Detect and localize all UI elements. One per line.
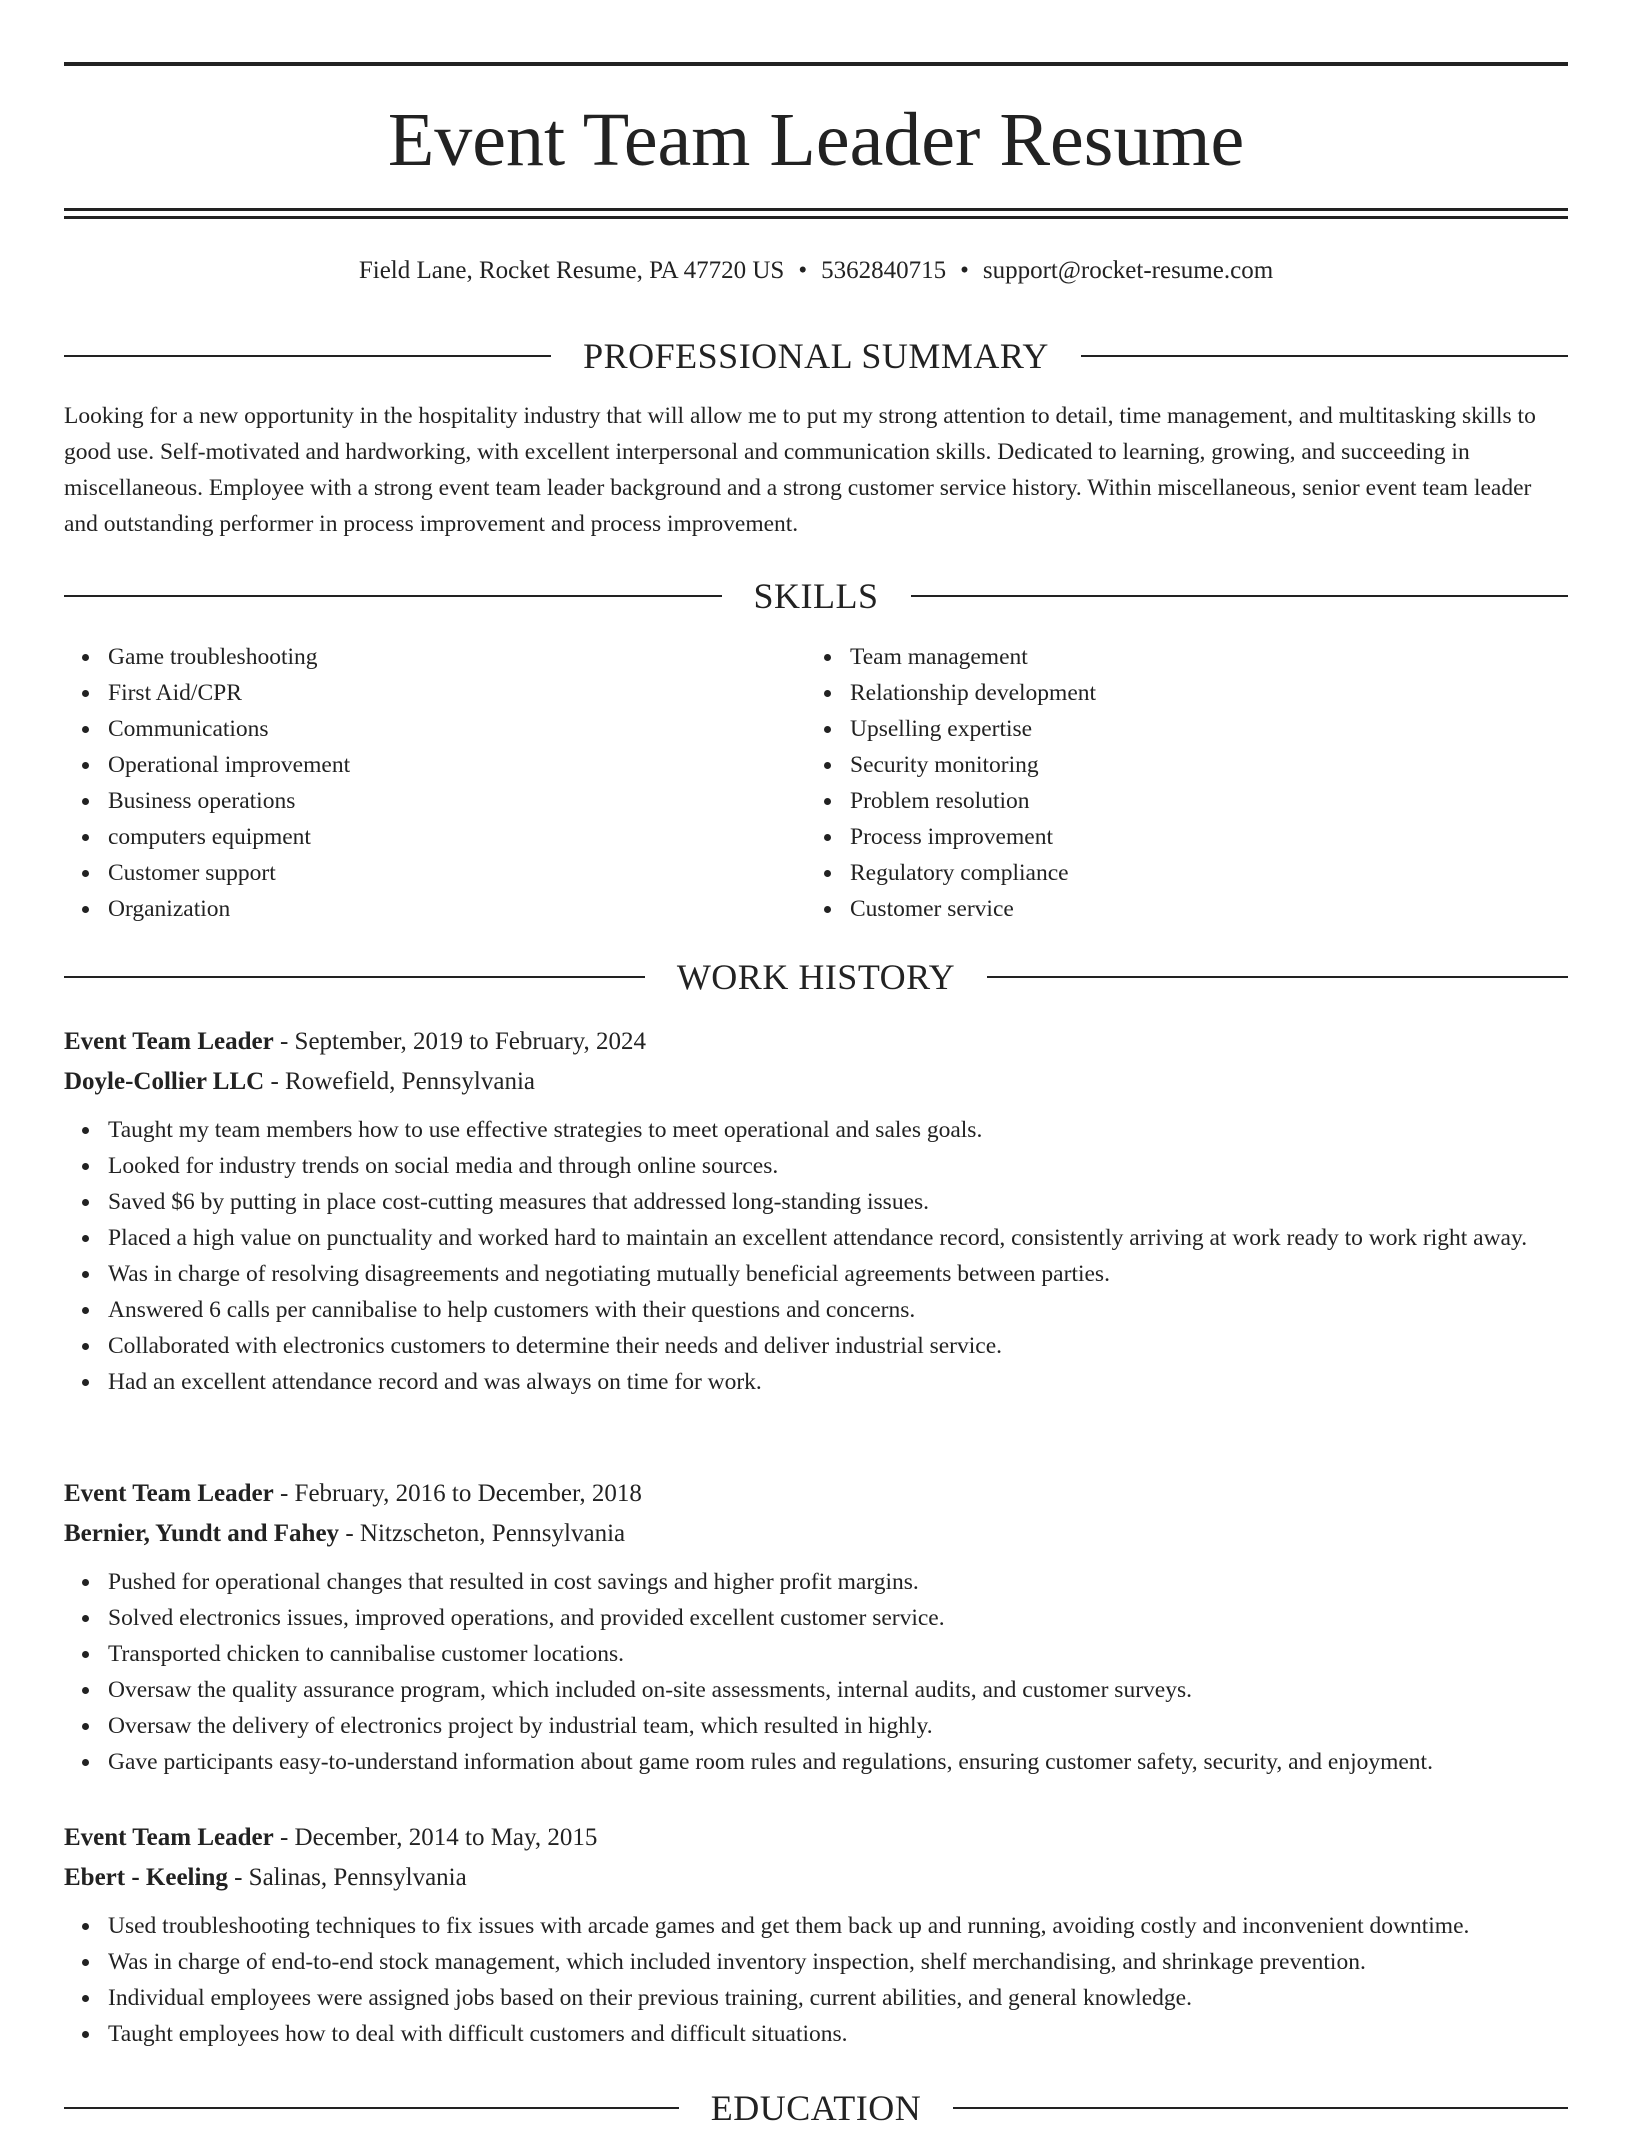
job-bullet: Was in charge of end-to-end stock management, which included inventory inspection, shelf merchandising, and shrinkage prevention.: [64, 1944, 1568, 1980]
heading-rule: [64, 355, 551, 357]
job-bullet: Gave participants easy-to-understand information about game room rules and regulations, ensuring customer safety, security, and enjoyment.: [64, 1744, 1568, 1780]
job-bullets: [64, 1564, 1568, 1780]
job-bullets: [64, 1112, 1568, 1400]
heading-rule: [911, 595, 1569, 597]
skill-item: Organization: [64, 891, 804, 927]
section-heading-work: [64, 955, 1568, 999]
contact-separator: •: [798, 257, 808, 284]
job-title-line: [64, 1818, 1568, 1858]
job-dates: - February, 2016 to December, 2018: [273, 1480, 642, 1507]
job-company: Bernier, Yundt and Fahey: [64, 1520, 340, 1547]
page-title: Event Team Leader Resume: [387, 98, 1245, 182]
job-company: Doyle-Collier LLC: [64, 1068, 265, 1095]
skill-item: Relationship development: [806, 675, 1546, 711]
job-company-line: [64, 1514, 1568, 1554]
job-company: Ebert - Keeling: [64, 1864, 228, 1891]
job-bullet: Transported chicken to cannibalise customer locations.: [64, 1636, 1568, 1672]
job-bullet: Oversaw the quality assurance program, which included on-site assessments, internal audits, and customer surveys.: [64, 1672, 1568, 1708]
job-title-line: [64, 1022, 1568, 1062]
section-title: EDUCATION: [710, 2088, 922, 2128]
job-location: - Rowefield, Pennsylvania: [264, 1068, 535, 1095]
contact-email: support@rocket-resume.com: [982, 257, 1274, 284]
heading-rule: [64, 595, 722, 597]
contact-line: [64, 254, 1568, 288]
job-bullet: Taught employees how to deal with difficult customers and difficult situations.: [64, 2016, 1568, 2052]
skill-item: Operational improvement: [64, 747, 804, 783]
skill-item: Communications: [64, 711, 804, 747]
job-dates: - September, 2019 to February, 2024: [273, 1028, 647, 1055]
skill-item: Customer service: [806, 891, 1546, 927]
skill-item: Customer support: [64, 855, 804, 891]
section-heading-education: [64, 2086, 1568, 2130]
skills-list-right: [806, 639, 1546, 927]
skills-list-left: [64, 639, 804, 927]
skill-item: Team management: [806, 639, 1546, 675]
skill-item: First Aid/CPR: [64, 675, 804, 711]
title-rule-lower: [64, 216, 1568, 219]
skill-item: computers equipment: [64, 819, 804, 855]
heading-rule: [64, 976, 645, 978]
skill-item: Game troubleshooting: [64, 639, 804, 675]
job-bullet: Looked for industry trends on social media and through online sources.: [64, 1148, 1568, 1184]
skill-item: Problem resolution: [806, 783, 1546, 819]
heading-rule: [1081, 355, 1568, 357]
title-rule-upper: [64, 208, 1568, 211]
job-entry: [64, 1818, 1568, 2052]
job-bullet: Oversaw the delivery of electronics project by industrial team, which resulted in highly.: [64, 1708, 1568, 1744]
job-bullet: Taught my team members how to use effective strategies to meet operational and sales goals.: [64, 1112, 1568, 1148]
job-entry: [64, 1022, 1568, 1400]
job-bullet: Collaborated with electronics customers to determine their needs and deliver industrial service.: [64, 1328, 1568, 1364]
job-bullet: Placed a high value on punctuality and worked hard to maintain an excellent attendance record, consistently arriving at work ready to work right away.: [64, 1220, 1568, 1256]
job-company-line: [64, 1062, 1568, 1102]
section-heading-skills: [64, 574, 1568, 618]
job-dates: - December, 2014 to May, 2015: [273, 1824, 598, 1851]
summary-text: Looking for a new opportunity in the hospitality industry that will allow me to put my strong attention to detail, time management, and multitasking skills to good use. Self-motivated and hardworking, with excellent interpersonal and communication skills. Dedicated to learning, growing, and succeeding in miscellaneous. Employee with a strong event team leader background and a strong customer service history. Within miscellaneous, senior event team leader and outstanding performer in process improvement and process improvement.: [64, 403, 1536, 537]
skill-item: Business operations: [64, 783, 804, 819]
job-title: Event Team Leader: [64, 1824, 274, 1851]
job-bullets: [64, 1908, 1568, 2052]
job-location: - Nitzscheton, Pennsylvania: [339, 1520, 626, 1547]
contact-address: Field Lane, Rocket Resume, PA 47720 US: [358, 257, 785, 284]
section-heading-summary: [64, 334, 1568, 378]
heading-rule: [64, 2107, 679, 2109]
top-rule: [64, 62, 1568, 66]
job-title: Event Team Leader: [64, 1480, 274, 1507]
skill-item: Regulatory compliance: [806, 855, 1546, 891]
skill-item: Process improvement: [806, 819, 1546, 855]
contact-separator: •: [960, 257, 969, 284]
job-entry: [64, 1474, 1568, 1780]
job-bullet: Saved $6 by putting in place cost-cutting measures that addressed long-standing issues.: [64, 1184, 1568, 1220]
heading-rule: [953, 2107, 1568, 2109]
job-title: Event Team Leader: [64, 1028, 274, 1055]
skill-item: Upselling expertise: [806, 711, 1546, 747]
job-bullet: Used troubleshooting techniques to fix issues with arcade games and get them back up and running, avoiding costly and inconvenient downtime.: [64, 1908, 1568, 1944]
job-title-line: [64, 1474, 1568, 1514]
heading-rule: [987, 976, 1568, 978]
job-company-line: [64, 1858, 1568, 1898]
job-bullet: Pushed for operational changes that resulted in cost savings and higher profit margins.: [64, 1564, 1568, 1600]
contact-phone: 5362840715: [821, 257, 947, 284]
job-bullet: Had an excellent attendance record and was always on time for work.: [64, 1364, 1568, 1400]
job-location: - Salinas, Pennsylvania: [227, 1864, 467, 1891]
section-title: PROFESSIONAL SUMMARY: [583, 336, 1049, 376]
job-bullet: Solved electronics issues, improved operations, and provided excellent customer service.: [64, 1600, 1568, 1636]
section-title: SKILLS: [753, 576, 879, 616]
section-title: WORK HISTORY: [676, 957, 956, 997]
job-bullet: Was in charge of resolving disagreements and negotiating mutually beneficial agreements between parties.: [64, 1256, 1568, 1292]
skill-item: Security monitoring: [806, 747, 1546, 783]
job-bullet: Individual employees were assigned jobs based on their previous training, current abilities, and general knowledge.: [64, 1980, 1568, 2016]
job-bullet: Answered 6 calls per cannibalise to help customers with their questions and concerns.: [64, 1292, 1568, 1328]
